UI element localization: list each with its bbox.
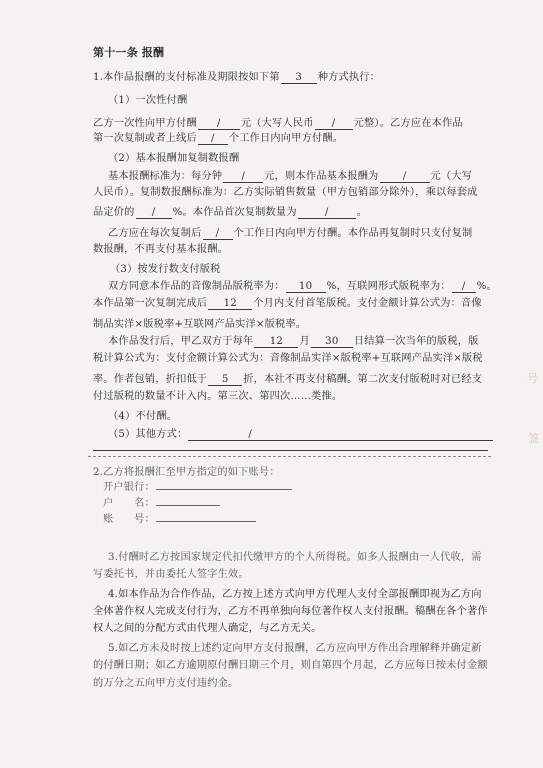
joint-work-line-1: 4.如本作品为合作作品，乙方按上述方式向甲方代理人支付全部报酬即视为乙方向	[108, 589, 482, 600]
account-clause: 2.乙方将报酬汇至甲方指定的如下账号：	[93, 467, 280, 478]
payment-method-clause: 1.本作品报酬的支付标准及期限按如下第 3 种方式执行：	[93, 72, 381, 83]
basic-fee-amount-field: /	[380, 171, 430, 183]
option-5-line: （5）其他方式： /	[108, 429, 494, 441]
royalty-rate-line: 双方同意本作品的音像制品版税率为： 10 %，互联网形式版税率为： / %。	[108, 281, 498, 292]
settlement-line-1: 本作品发行后，甲乙双方于每年 12 月 30 日结算一次当年的版税，版	[108, 336, 479, 347]
lump-sum-capital-field: /	[315, 118, 353, 130]
option-4-heading: （4）不付酬。	[108, 411, 178, 422]
joint-work-line-3: 权人之间的分配方式由代理人确定，与乙方无关。	[93, 623, 322, 634]
basic-fee-line-1: 基本报酬标准为：每分钟 / 元，则本作品基本报酬为 / 元（大写	[108, 171, 473, 182]
tax-clause-line-2: 写委托书，并由委托人签字生效。	[93, 569, 249, 580]
bank-row: 开户银行：	[103, 482, 293, 494]
account-field	[156, 521, 256, 522]
settlement-line-4: 付过版税的数量不计入内。第三次、第四次……类推。	[93, 391, 343, 402]
copy-fee-percent-field: /	[136, 207, 172, 219]
internet-royalty-rate-field: /	[452, 281, 476, 293]
method-number-field: 3	[281, 72, 317, 84]
basic-fee-line-3: 品定价的 / %。本作品首次复制数量为 / 。	[93, 207, 368, 218]
first-royalty-months-field: 12	[208, 298, 252, 310]
section-title: 第十一条 报酬	[93, 46, 165, 59]
holder-field	[156, 505, 220, 506]
royalty-formula-line: 制品实洋×版税率+互联网产品实洋×版税率。	[93, 319, 307, 330]
joint-work-line-2: 全体著作权人完成支付行为，乙方不再单独向每位著作权人支付报酬。稿酬在各个著作	[93, 606, 488, 617]
section-divider	[88, 456, 491, 457]
tax-clause-line-1: 3.付酬时乙方按国家规定代扣代缴甲方的个人所得税。如多人报酬由一人代收，需	[108, 552, 482, 563]
margin-stamp-mark: 签	[528, 432, 539, 445]
lump-sum-days-field: /	[198, 133, 228, 145]
option-2-heading: （2）基本报酬加复制数报酬	[108, 153, 240, 164]
margin-stamp-mark: 号	[527, 372, 538, 385]
audio-video-royalty-rate-field: 10	[286, 281, 326, 293]
copy-payment-line-1: 乙方应在每次复制后 / 个工作日内向甲方付酬。本作品再复制时只支付复制	[108, 228, 473, 239]
basic-fee-line-2: 人民币）。复制数报酬标准为：乙方实际销售数量（甲方包销部分除外），乘以每套成	[93, 187, 478, 198]
first-copy-quantity-field: /	[298, 207, 356, 219]
settlement-line-3: 率。作者包销，折扣低于 5 折，本社不再支付稿酬。第二次支付版税时对已经支	[93, 374, 483, 385]
late-payment-line-2: 的付酬日期；如乙方逾期原付酬日期三个月，则自第四个月起，乙方应每日按未付金额	[93, 660, 488, 671]
lump-sum-line-2: 第一次复制或者上线后 / 个工作日内向甲方付酬。	[93, 133, 344, 144]
account-row: 账 号：	[103, 514, 257, 526]
other-method-field: /	[188, 429, 493, 441]
late-payment-line-1: 5.如乙方未及时按上述约定向甲方支付报酬，乙方应向甲方作出合理解释并确定新	[108, 643, 482, 654]
other-method-extra-line	[93, 450, 488, 451]
per-minute-rate-field: /	[223, 171, 263, 183]
option-3-heading: （3）按发行数支付版税	[110, 264, 221, 275]
discount-threshold-field: 5	[208, 374, 242, 386]
late-payment-line-3: 的万分之五向甲方支付违约金。	[93, 678, 239, 689]
copy-payment-days-field: /	[203, 228, 233, 240]
option-1-heading: （1）一次性付酬	[108, 95, 188, 106]
lump-sum-line-1: 乙方一次性向甲方付酬 / 元（大写人民币 / 元整）。乙方应在本作品	[93, 118, 463, 129]
holder-row: 户 名：	[103, 498, 221, 510]
lump-sum-amount-field: /	[198, 118, 240, 130]
first-royalty-line: 本作品第一次复制完成后 12 个月内支付首笔版税。支付金额计算公式为：音像	[93, 298, 482, 309]
settlement-day-field: 30	[311, 336, 353, 348]
settlement-month-field: 12	[254, 336, 298, 348]
bank-field	[156, 489, 292, 490]
settlement-line-2: 税计算公式为：支付金额计算公式为：音像制品实洋×版税率+互联网产品实洋×版税	[93, 353, 483, 364]
copy-payment-line-2: 数报酬，不再支付基本报酬。	[93, 244, 229, 255]
